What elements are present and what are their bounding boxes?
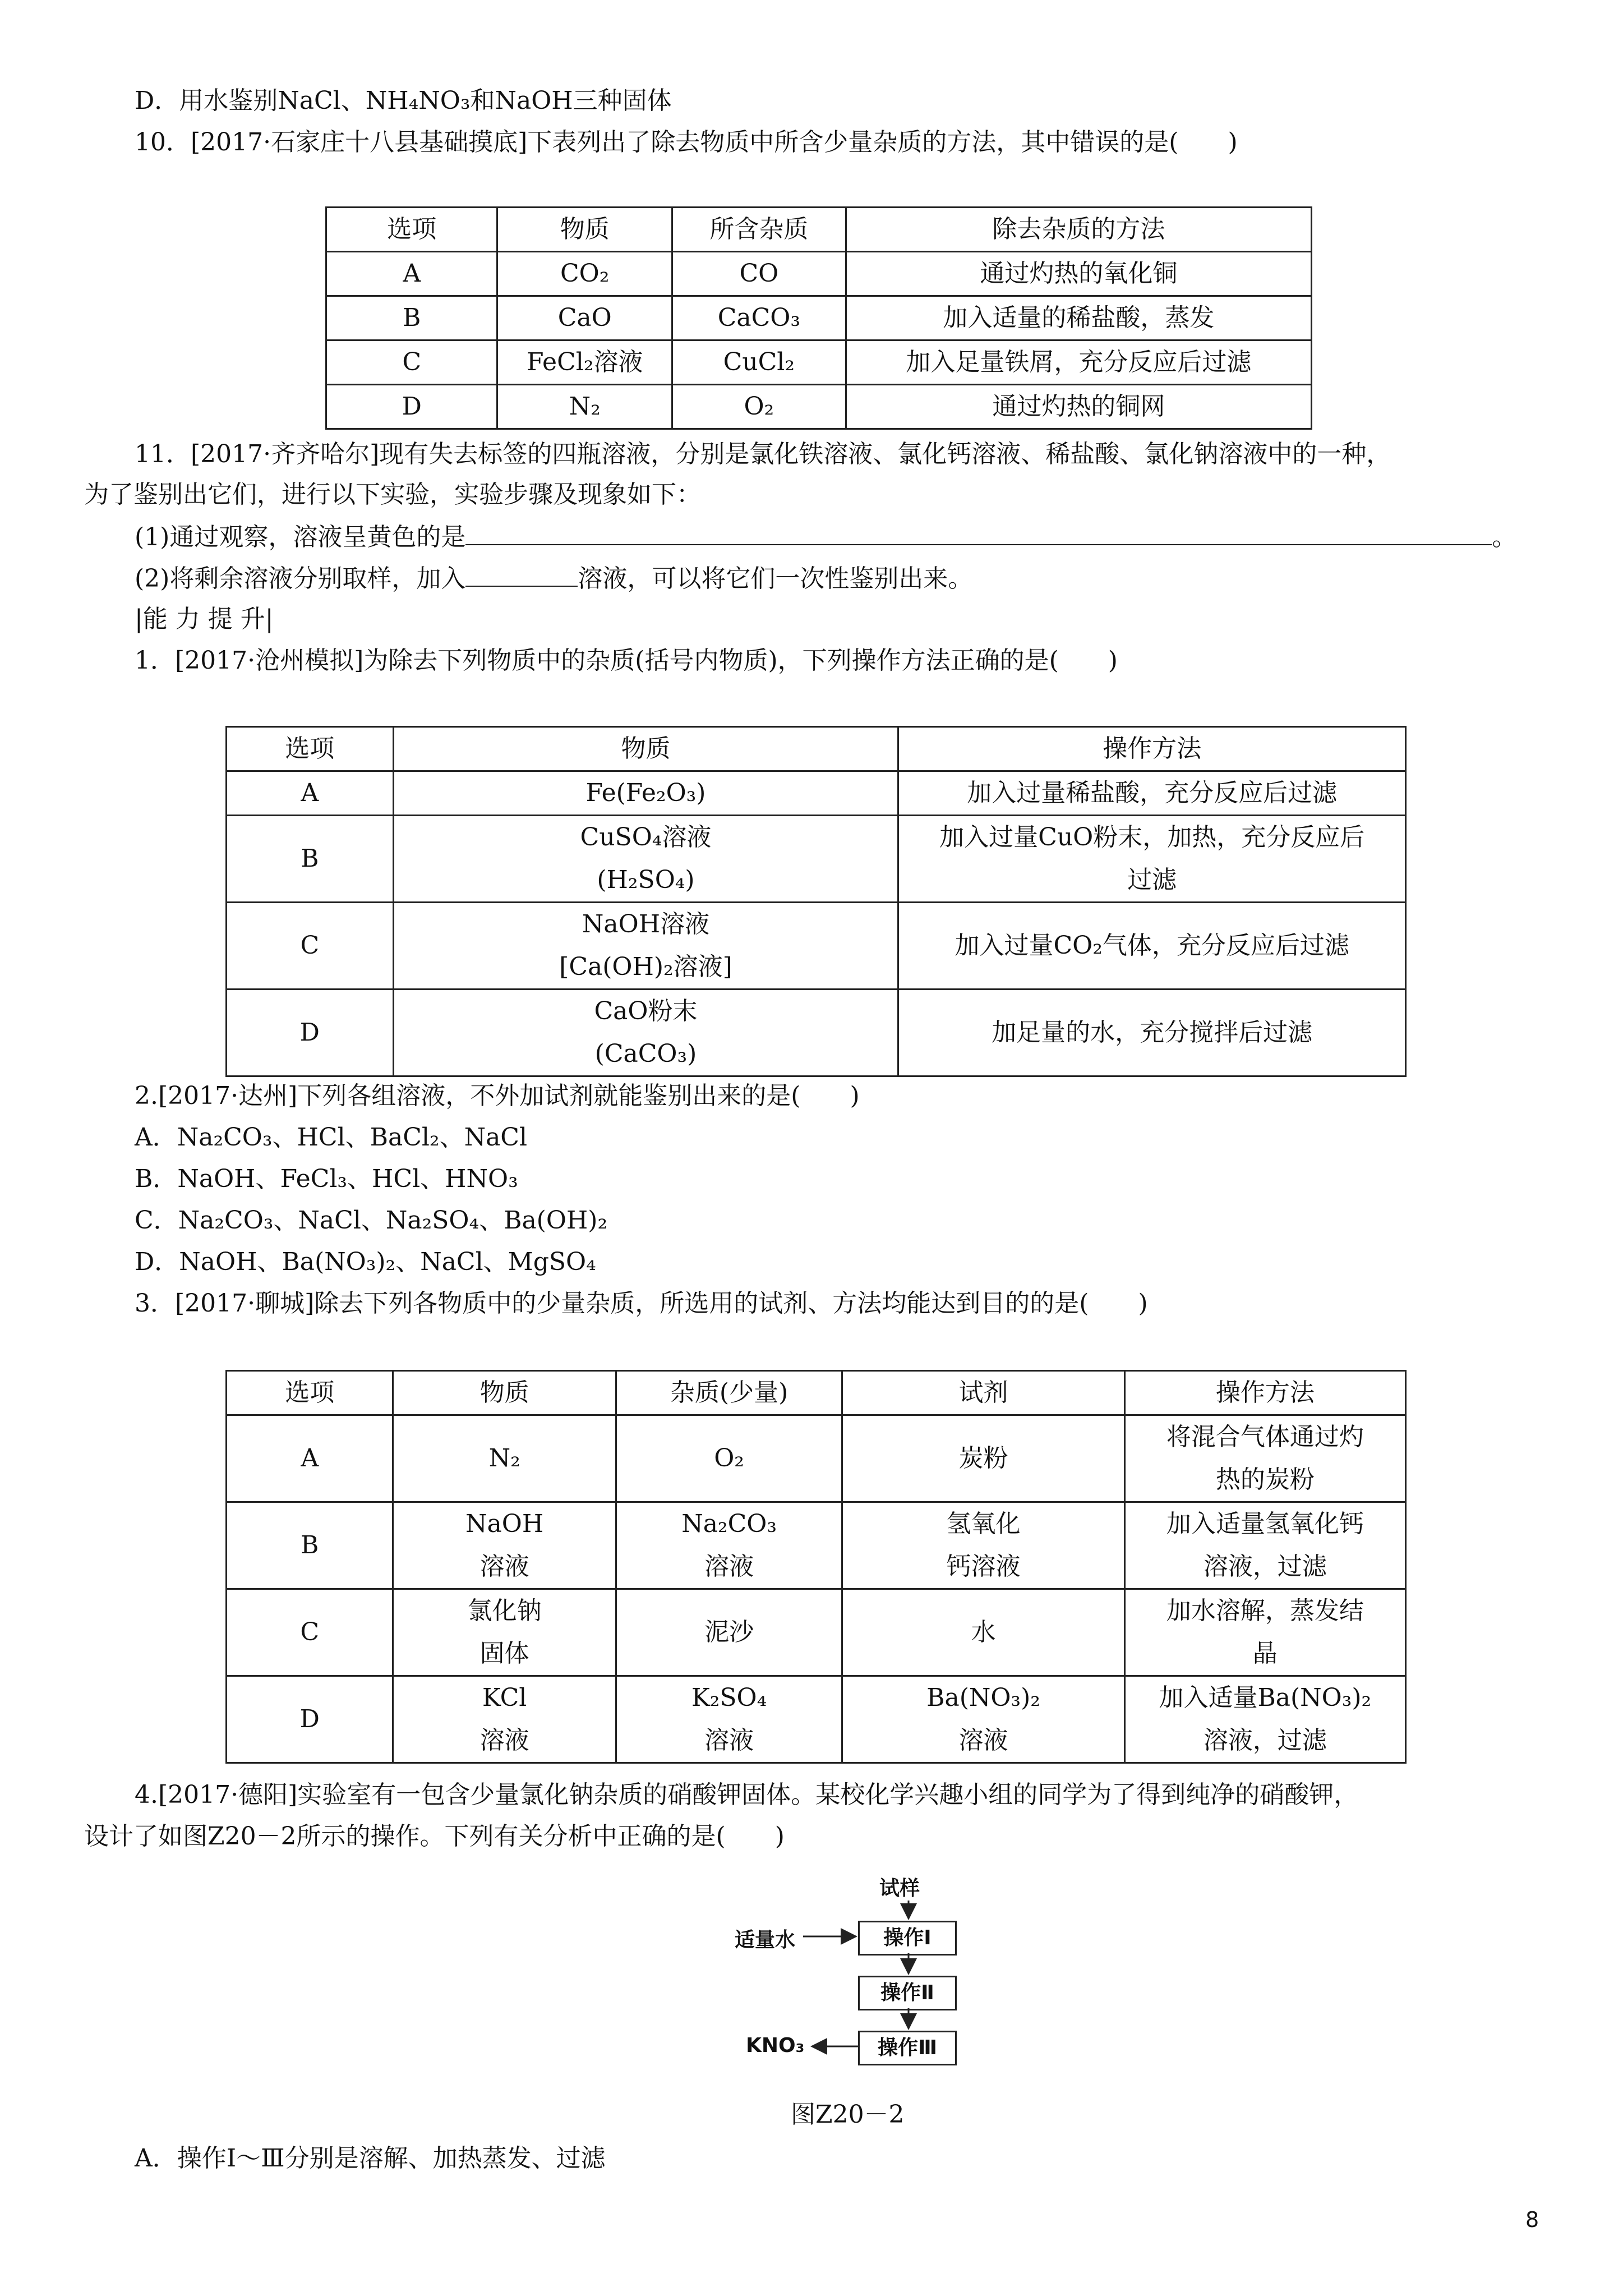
table-cell: D <box>227 990 394 1076</box>
question-p3-table <box>225 1370 1407 1764</box>
table-row <box>227 1589 1406 1676</box>
header-cell: 除去杂质的方法 <box>846 208 1311 252</box>
table-cell: 加足量的水，充分搅拌后过滤 <box>898 990 1406 1076</box>
table-cell: 泥沙 <box>616 1589 842 1676</box>
table-row <box>227 903 1406 990</box>
table-row <box>227 1676 1406 1763</box>
table-cell: FeCl₂溶液 <box>497 341 672 385</box>
table-row <box>227 771 1406 816</box>
flow-diagram <box>718 1874 953 2092</box>
question-p2: 2.[2017·达州]下列各组溶液，不外加试剂就能鉴别出来的是( ) <box>135 1082 860 1110</box>
table-cell: 加入过量CuO粉末，加热，充分反应后 过滤 <box>898 816 1406 903</box>
table-cell: 加入过量CO₂气体，充分反应后过滤 <box>898 903 1406 990</box>
table-row <box>227 816 1406 903</box>
table-cell: C <box>326 341 497 385</box>
operation-3-box: 操作Ⅲ <box>858 2031 957 2065</box>
table-cell: B <box>326 296 497 341</box>
question-11-line2: 为了鉴别出它们，进行以下实验，实验步骤及现象如下： <box>84 480 701 509</box>
question-p3: 3．[2017·聊城]除去下列各物质中的少量杂质，所选用的试剂、方法均能达到目的的是( ) <box>135 1289 1148 1318</box>
table-cell: CO₂ <box>497 252 672 296</box>
table-cell: CuCl₂ <box>672 341 846 385</box>
table-cell: CaO <box>497 296 672 341</box>
part1-end: 。 <box>1492 523 1517 551</box>
operation-1-box: 操作Ⅰ <box>858 1921 957 1955</box>
table-row <box>326 252 1312 296</box>
part1-text: (1)通过观察，溶液呈黄色的是 <box>135 523 466 551</box>
question-p4-line1: 4.[2017·德阳]实验室有一包含少量氯化钠杂质的硝酸钾固体。某校化学兴趣小组的同学为了得到纯净的硝酸钾， <box>135 1780 1359 1809</box>
question-p1-table <box>225 726 1407 1077</box>
table-header-row <box>227 1371 1406 1415</box>
page-number: 8 <box>1525 2207 1539 2232</box>
header-cell: 试剂 <box>842 1371 1124 1415</box>
option-a: A．Na₂CO₃、HCl、BaCl₂、NaCl <box>135 1123 528 1152</box>
table-row <box>326 385 1312 429</box>
table-cell: A <box>227 1415 393 1502</box>
question-11-line1: 11．[2017·齐齐哈尔]现有失去标签的四瓶溶液，分别是氯化铁溶液、氯化钙溶液、稀盐酸、氯化钠溶液中的一种， <box>135 440 1391 468</box>
header-cell: 选项 <box>227 727 394 771</box>
header-cell: 物质 <box>393 727 898 771</box>
table-cell: 加入适量的稀盐酸，蒸发 <box>846 296 1311 341</box>
table-cell: 通过灼热的氧化铜 <box>846 252 1311 296</box>
table-cell: Fe(Fe₂O₃) <box>393 771 898 816</box>
table-cell: 将混合气体通过灼 热的炭粉 <box>1124 1415 1405 1502</box>
option-d-text: D．用水鉴别NaCl、NH₄NO₃和NaOH三种固体 <box>135 86 672 115</box>
table-cell: 加入适量氢氧化钙 溶液，过滤 <box>1124 1502 1405 1589</box>
table-cell: KCl 溶液 <box>393 1676 616 1763</box>
table-cell: 炭粉 <box>842 1415 1124 1502</box>
header-cell: 物质 <box>497 208 672 252</box>
table-cell: 氯化钠 固体 <box>393 1589 616 1676</box>
table-cell: O₂ <box>616 1415 842 1502</box>
header-cell: 操作方法 <box>898 727 1406 771</box>
table-cell: B <box>227 816 394 903</box>
table-cell: CaO粉末 (CaCO₃) <box>393 990 898 1076</box>
table-cell: Na₂CO₃ 溶液 <box>616 1502 842 1589</box>
table-row <box>227 1415 1406 1502</box>
question-p4-line2: 设计了如图Z20－2所示的操作。下列有关分析中正确的是( ) <box>84 1822 785 1851</box>
table-cell: CuSO₄溶液 (H₂SO₄) <box>393 816 898 903</box>
option-d: D．NaOH、Ba(NO₃)₂、NaCl、MgSO₄ <box>135 1248 596 1276</box>
question-10-table <box>325 206 1312 430</box>
header-cell: 杂质(少量) <box>616 1371 842 1415</box>
water-label: 适量水 <box>735 1929 796 1952</box>
table-cell: C <box>227 1589 393 1676</box>
table-header-row <box>326 208 1312 252</box>
option-b: B．NaOH、FeCl₃、HCl、HNO₃ <box>135 1165 518 1193</box>
table-cell: C <box>227 903 394 990</box>
figure-caption: 图Z20－2 <box>791 2100 905 2129</box>
part2-text-a: (2)将剩余溶液分别取样，加入 <box>135 564 466 593</box>
table-cell: CaCO₃ <box>672 296 846 341</box>
table-cell: B <box>227 1502 393 1589</box>
table-cell: Ba(NO₃)₂ 溶液 <box>842 1676 1124 1763</box>
table-cell: A <box>227 771 394 816</box>
table-cell: 加水溶解，蒸发结 晶 <box>1124 1589 1405 1676</box>
operation-2-box: 操作Ⅱ <box>858 1976 957 2010</box>
table-cell: N₂ <box>393 1415 616 1502</box>
table-cell: D <box>326 385 497 429</box>
table-row <box>227 1502 1406 1589</box>
table-header-row <box>227 727 1406 771</box>
option-c: C．Na₂CO₃、NaCl、Na₂SO₄、Ba(OH)₂ <box>135 1206 608 1235</box>
part2-text-b: 溶液，可以将它们一次性鉴别出来。 <box>578 564 973 593</box>
table-cell: NaOH溶液 [Ca(OH)₂溶液] <box>393 903 898 990</box>
sample-label: 试样 <box>879 1877 920 1900</box>
table-cell: 氢氧化 钙溶液 <box>842 1502 1124 1589</box>
question-10: 10．[2017·石家庄十八县基础摸底]下表列出了除去物质中所含少量杂质的方法，其中错误的是( ) <box>135 128 1238 157</box>
table-cell: 加入适量Ba(NO₃)₂ 溶液，过滤 <box>1124 1676 1405 1763</box>
table-cell: CO <box>672 252 846 296</box>
table-row <box>326 296 1312 341</box>
table-cell: 通过灼热的铜网 <box>846 385 1311 429</box>
answer-blank[interactable] <box>465 519 1492 545</box>
table-row <box>227 990 1406 1076</box>
header-cell: 物质 <box>393 1371 616 1415</box>
header-cell: 操作方法 <box>1124 1371 1405 1415</box>
table-cell: O₂ <box>672 385 846 429</box>
table-cell: K₂SO₄ 溶液 <box>616 1676 842 1763</box>
table-row <box>326 341 1312 385</box>
answer-blank[interactable] <box>465 561 578 587</box>
table-cell: N₂ <box>497 385 672 429</box>
section-title: |能 力 提 升| <box>135 605 274 633</box>
header-cell: 选项 <box>326 208 497 252</box>
table-cell: 加入足量铁屑，充分反应后过滤 <box>846 341 1311 385</box>
header-cell: 所含杂质 <box>672 208 846 252</box>
table-cell: 水 <box>842 1589 1124 1676</box>
table-cell: D <box>227 1676 393 1763</box>
table-cell: A <box>326 252 497 296</box>
table-cell: 加入过量稀盐酸，充分反应后过滤 <box>898 771 1406 816</box>
question-11-part1 <box>135 519 1516 554</box>
kno3-label: KNO₃ <box>746 2034 805 2057</box>
question-p1: 1．[2017·沧州模拟]为除去下列物质中的杂质(括号内物质)，下列操作方法正确的是( ) <box>135 646 1118 675</box>
header-cell: 选项 <box>227 1371 393 1415</box>
question-11-part2 <box>135 561 972 596</box>
table-cell: NaOH 溶液 <box>393 1502 616 1589</box>
option-a-p4: A．操作Ⅰ～Ⅲ分别是溶解、加热蒸发、过滤 <box>135 2144 606 2173</box>
